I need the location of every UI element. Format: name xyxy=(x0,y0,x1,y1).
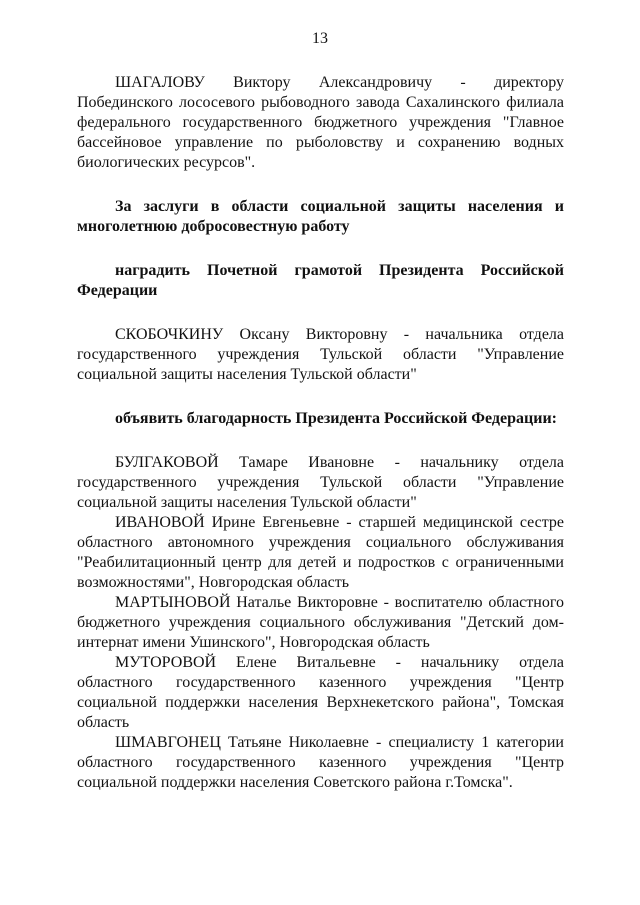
award-entry-shagalov: ШАГАЛОВУ Виктору Александровичу - директору Побединского лососевого рыбоводного завода Сахалинского филиала федерального государственного бюджетного учреждения "Главное бассейновое управление по рыболовству и сохранению водных биологических ресурсов". xyxy=(77,74,564,171)
award-entry-mutorova: МУТОРОВОЙ Елене Витальевне - начальнику отдела областного государственного казенного учреждения "Центр социальной поддержки населения Верхнекетского района", Томская область xyxy=(77,654,564,731)
award-entry-skobochkina: СКОБОЧКИНУ Оксану Викторовну - начальника отдела государственного учреждения Тульской области "Управление социальной защиты населения Тульской области" xyxy=(77,326,564,383)
award-entry-bulgakova: БУЛГАКОВОЙ Тамаре Ивановне - начальнику отдела государственного учреждения Тульской области "Управление социальной защиты населения Тульской области" xyxy=(77,454,564,511)
award-entry-ivanova: ИВАНОВОЙ Ирине Евгеньевне - старшей медицинской сестре областного автономного учреждения социального обслуживания "Реабилитационный центр для детей и подростков с ограниченными возможностями", Новгородская область xyxy=(77,514,564,591)
page-number: 13 xyxy=(312,30,328,47)
award-entry-shmavgonets: ШМАВГОНЕЦ Татьяне Николаевне - специалисту 1 категории областного государственного казенного учреждения "Центр социальной поддержки населения Советского района г.Томска". xyxy=(77,734,564,791)
section-heading-certificate: наградить Почетной грамотой Президента Российской Федерации xyxy=(77,262,564,299)
section-heading-gratitude: объявить благодарность Президента Российской Федерации: xyxy=(115,410,557,427)
section-heading-merits: За заслуги в области социальной защиты населения и многолетнюю добросовестную работу xyxy=(77,198,564,235)
document-body xyxy=(77,73,564,793)
award-entry-martynova: МАРТЫНОВОЙ Наталье Викторовне - воспитателю областного бюджетного учреждения социального обслуживания "Детский дом-интернат имени Ушинского", Новгородская область xyxy=(77,594,564,651)
